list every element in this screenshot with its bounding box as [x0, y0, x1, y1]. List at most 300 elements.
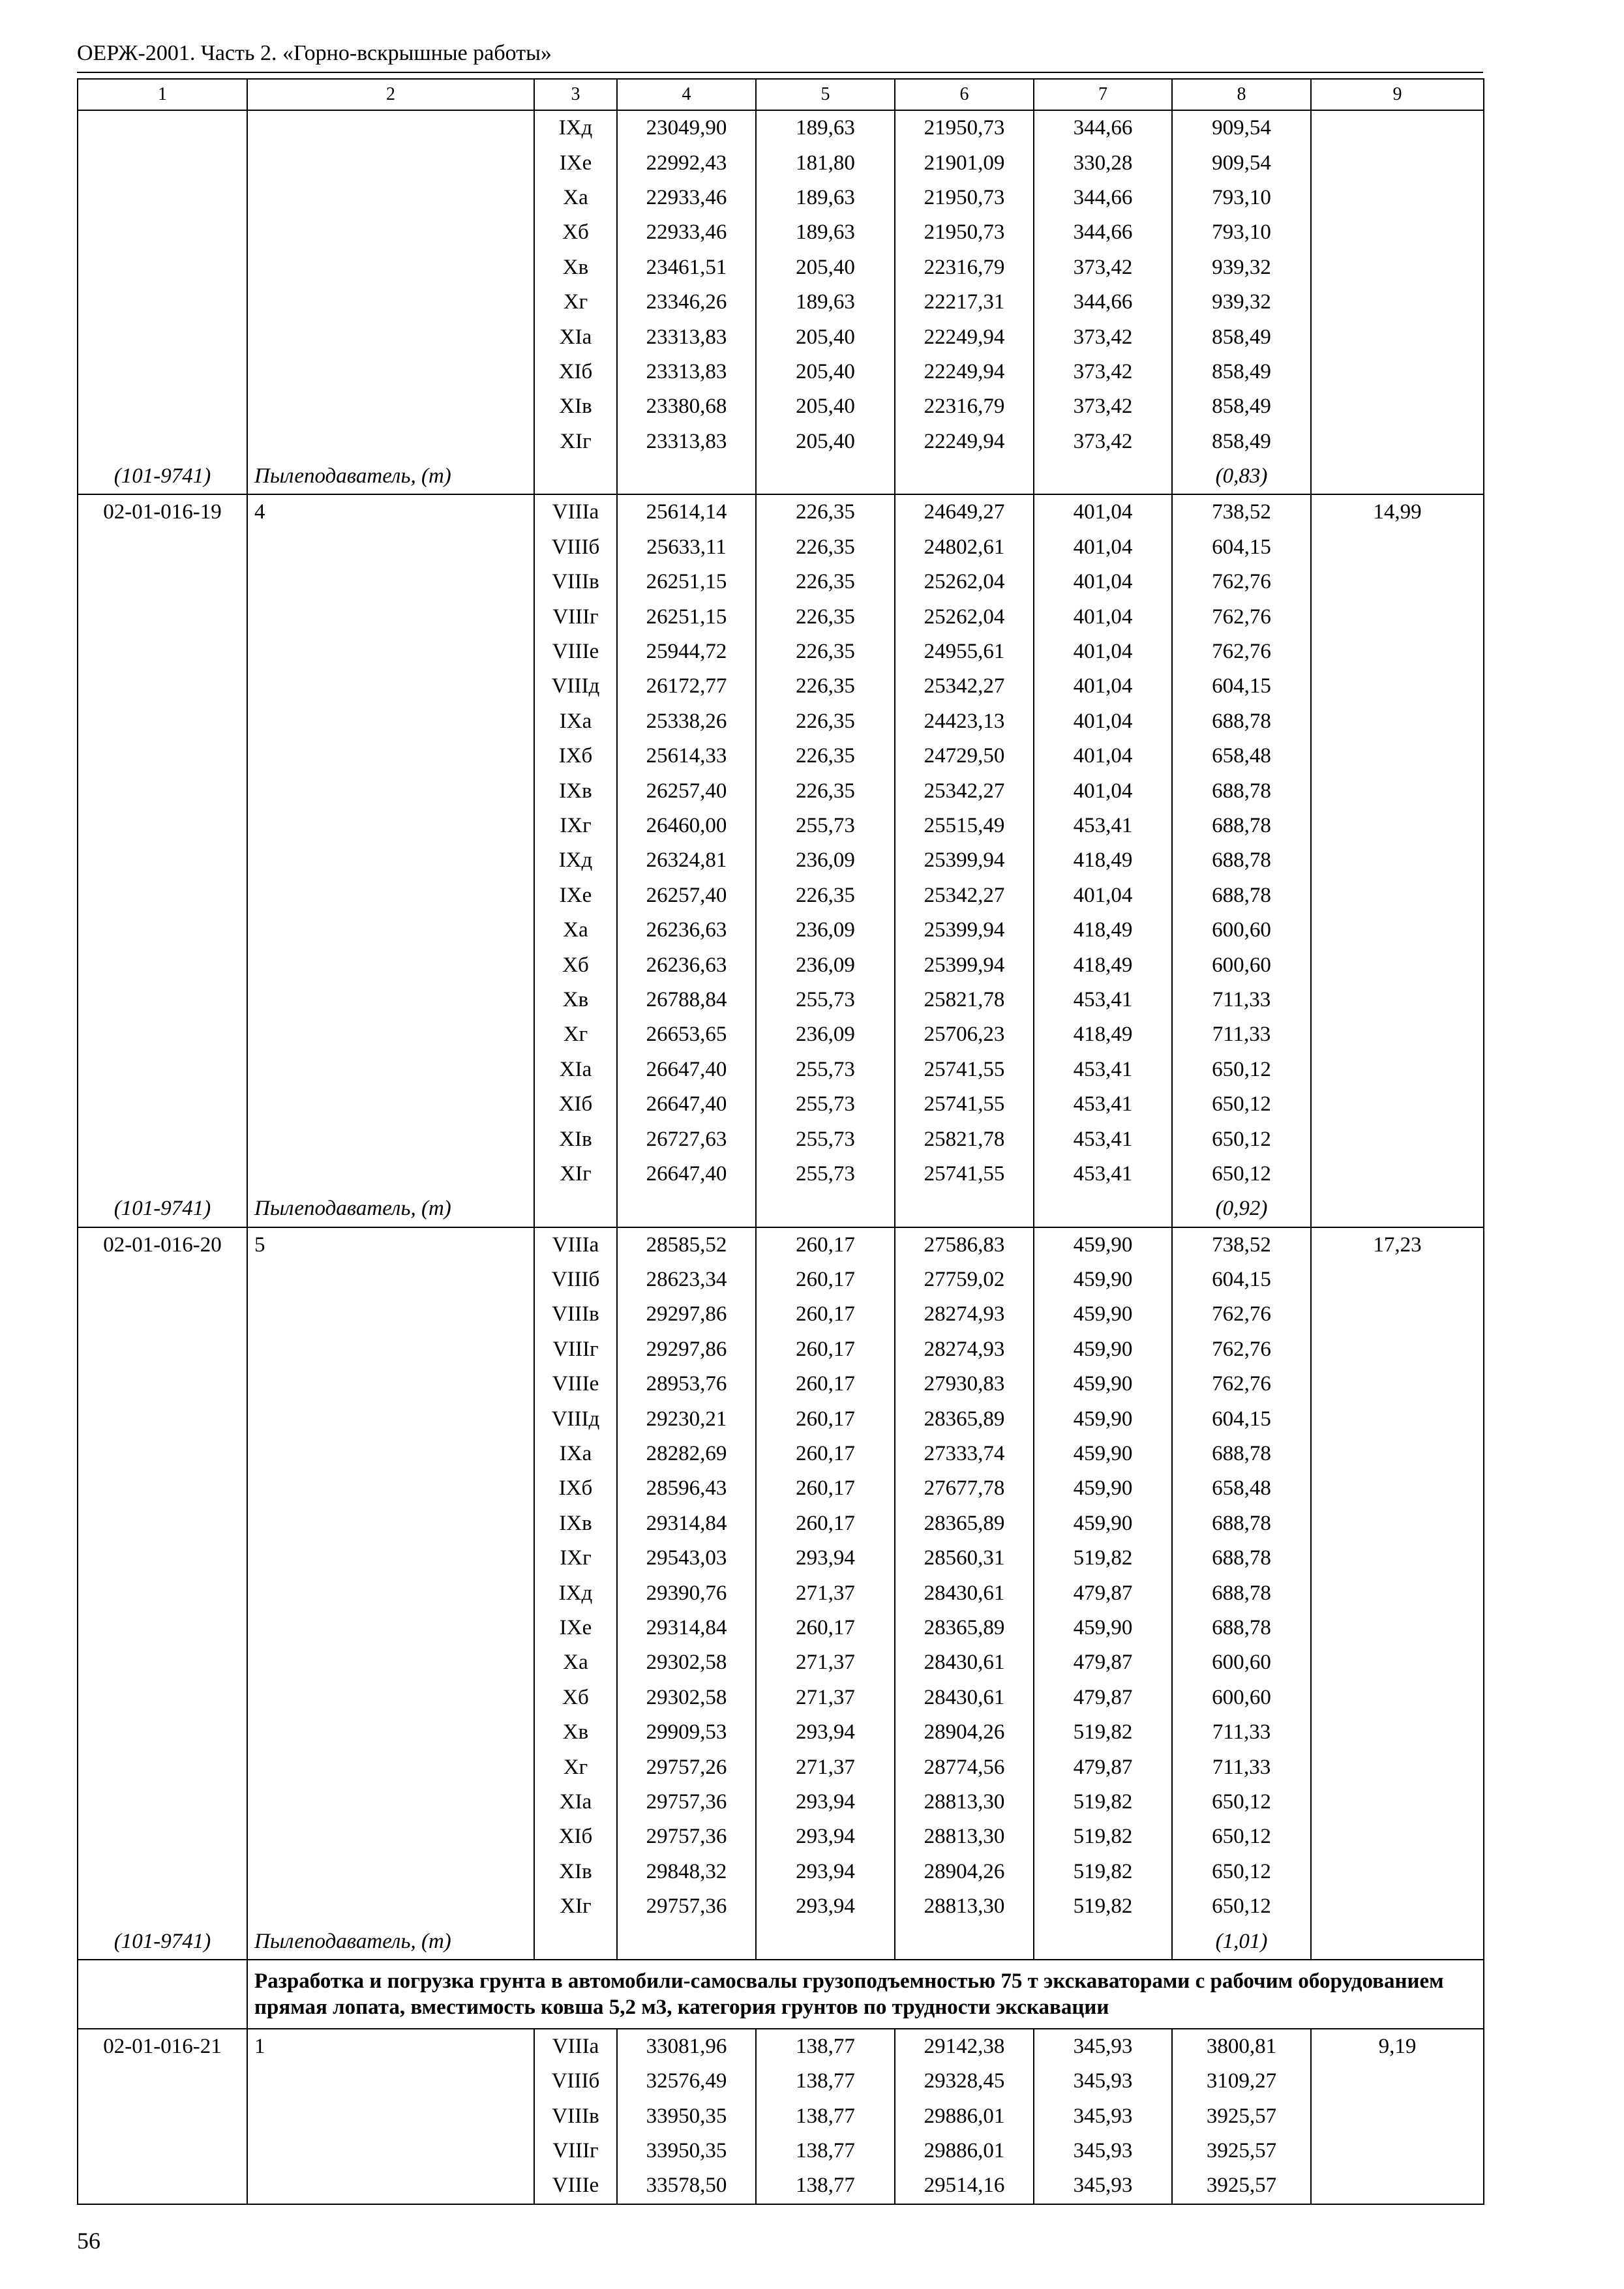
column-5-cell: 205,40 [756, 355, 895, 389]
column-7-cell: 479,87 [1034, 1576, 1172, 1610]
column-7-cell: 401,04 [1034, 704, 1172, 739]
column-6-cell: 28774,56 [895, 1750, 1034, 1784]
soil-category-cell: IXе [534, 1611, 617, 1645]
column-6-cell: 24955,61 [895, 635, 1034, 669]
column-5-cell: 226,35 [756, 565, 895, 599]
column-5-cell: 293,94 [756, 1819, 895, 1854]
column-6-cell: 28430,61 [895, 1576, 1034, 1610]
column-9-cell [1311, 1367, 1484, 1401]
column-2-cell: Пылеподаватель, (т) [247, 459, 534, 494]
soil-category-cell: IXг [534, 1541, 617, 1576]
column-6-cell: 24729,50 [895, 739, 1034, 773]
column-9-cell [1311, 1889, 1484, 1924]
column-8-cell: 688,78 [1172, 704, 1311, 739]
table-row [78, 181, 1484, 215]
column-7-cell: 418,49 [1034, 913, 1172, 948]
table-row [78, 1541, 1484, 1576]
column-4-cell: 26236,63 [617, 913, 756, 948]
column-9-cell [1311, 2064, 1484, 2099]
column-9-cell [1311, 1191, 1484, 1227]
rate-code-cell [78, 1541, 247, 1576]
soil-category-cell: VIIIг [534, 599, 617, 634]
soil-category-cell: IXг [534, 809, 617, 843]
column-7-cell: 401,04 [1034, 878, 1172, 913]
soil-category-cell: XIв [534, 1855, 617, 1889]
column-2-cell [247, 1715, 534, 1750]
column-6-cell: 25342,27 [895, 669, 1034, 704]
soil-category-cell: IXа [534, 704, 617, 739]
column-5-cell: 260,17 [756, 1611, 895, 1645]
table-row [78, 2168, 1484, 2204]
column-2-cell [247, 2134, 534, 2168]
column-6-cell: 28274,93 [895, 1297, 1034, 1332]
column-6-cell: 25342,27 [895, 878, 1034, 913]
table-row [78, 1087, 1484, 1122]
table-row [78, 565, 1484, 599]
rate-code-cell [78, 878, 247, 913]
column-2-cell [247, 1332, 534, 1367]
table-row [78, 1437, 1484, 1471]
column-2-cell [247, 983, 534, 1017]
column-4-cell: 23313,83 [617, 355, 756, 389]
table-row [78, 1889, 1484, 1924]
column-7-cell: 519,82 [1034, 1889, 1172, 1924]
table-row [78, 215, 1484, 250]
column-6-cell: 28430,61 [895, 1681, 1034, 1715]
column-number: 2 [247, 79, 534, 110]
column-4-cell: 33950,35 [617, 2134, 756, 2168]
column-number: 4 [617, 79, 756, 110]
column-7-cell: 345,93 [1034, 2134, 1172, 2168]
column-5-cell: 255,73 [756, 983, 895, 1017]
table-row [78, 635, 1484, 669]
column-8-cell: 858,49 [1172, 355, 1311, 389]
column-2-cell [247, 1645, 534, 1680]
column-4-cell: 33950,35 [617, 2099, 756, 2133]
column-4-cell: 29757,36 [617, 1785, 756, 1819]
soil-category-cell: IXе [534, 145, 617, 180]
column-5-cell: 205,40 [756, 425, 895, 459]
soil-category-cell: Xа [534, 913, 617, 948]
resource-note-row [78, 1191, 1484, 1227]
column-2-cell [247, 1576, 534, 1610]
column-4-cell: 25614,33 [617, 739, 756, 773]
column-7-cell: 344,66 [1034, 285, 1172, 320]
column-9-cell [1311, 2134, 1484, 2168]
column-number: 6 [895, 79, 1034, 110]
column-8-cell: 939,32 [1172, 285, 1311, 320]
column-4-cell: 22933,46 [617, 215, 756, 250]
column-4-cell: 26324,81 [617, 843, 756, 878]
rate-code-cell [78, 2168, 247, 2204]
column-6-cell: 22316,79 [895, 389, 1034, 424]
soil-category-cell [534, 459, 617, 494]
column-7-cell: 519,82 [1034, 1541, 1172, 1576]
column-9-cell [1311, 355, 1484, 389]
soil-category-cell: IXв [534, 1506, 617, 1541]
column-5-cell: 181,80 [756, 145, 895, 180]
table-row [78, 2064, 1484, 2099]
column-6-cell: 25399,94 [895, 913, 1034, 948]
column-2-cell [247, 1681, 534, 1715]
column-7-cell: 373,42 [1034, 389, 1172, 424]
column-5-cell: 271,37 [756, 1576, 895, 1610]
section-header-spacer [78, 1960, 247, 2029]
soil-category-cell: VIIIб [534, 2064, 617, 2099]
column-2-cell: 1 [247, 2029, 534, 2064]
column-6-cell: 25262,04 [895, 565, 1034, 599]
column-2-cell [247, 530, 534, 565]
column-9-cell [1311, 1122, 1484, 1156]
column-6-cell: 28365,89 [895, 1506, 1034, 1541]
column-2-cell [247, 181, 534, 215]
column-6-cell [895, 1191, 1034, 1227]
column-7-cell: 459,90 [1034, 1611, 1172, 1645]
column-number: 5 [756, 79, 895, 110]
column-4-cell: 33578,50 [617, 2168, 756, 2204]
column-2-cell [247, 669, 534, 704]
soil-category-cell: VIIIа [534, 494, 617, 530]
column-5-cell: 226,35 [756, 494, 895, 530]
column-7-cell: 401,04 [1034, 635, 1172, 669]
column-5-cell: 260,17 [756, 1332, 895, 1367]
table-row [78, 1227, 1484, 1263]
soil-category-cell: XIв [534, 1122, 617, 1156]
column-4-cell: 29390,76 [617, 1576, 756, 1610]
column-6-cell: 28430,61 [895, 1645, 1034, 1680]
column-4-cell: 26727,63 [617, 1122, 756, 1156]
column-7-cell: 401,04 [1034, 530, 1172, 565]
column-9-cell [1311, 878, 1484, 913]
column-6-cell: 28274,93 [895, 1332, 1034, 1367]
column-8-cell: 762,76 [1172, 565, 1311, 599]
soil-category-cell: XIа [534, 1053, 617, 1087]
rate-code-cell [78, 250, 247, 285]
column-5-cell: 260,17 [756, 1437, 895, 1471]
column-7-cell: 459,90 [1034, 1506, 1172, 1541]
column-5-cell [756, 459, 895, 494]
column-8-cell: 688,78 [1172, 809, 1311, 843]
column-9-cell [1311, 1819, 1484, 1854]
column-6-cell: 28365,89 [895, 1401, 1034, 1436]
column-7-cell: 330,28 [1034, 145, 1172, 180]
column-6-cell: 28365,89 [895, 1611, 1034, 1645]
column-9-cell [1311, 599, 1484, 634]
rate-code-cell [78, 1889, 247, 1924]
soil-category-cell: XIб [534, 1819, 617, 1854]
table-row [78, 2134, 1484, 2168]
column-6-cell: 28904,26 [895, 1715, 1034, 1750]
column-5-cell: 138,77 [756, 2029, 895, 2064]
column-7-cell: 418,49 [1034, 843, 1172, 878]
column-7-cell: 453,41 [1034, 1122, 1172, 1156]
soil-category-cell: Xб [534, 215, 617, 250]
column-9-cell [1311, 1437, 1484, 1471]
column-4-cell: 25944,72 [617, 635, 756, 669]
column-8-cell: 658,48 [1172, 1471, 1311, 1506]
table-row [78, 1715, 1484, 1750]
column-7-cell: 453,41 [1034, 809, 1172, 843]
column-7-cell: 345,93 [1034, 2064, 1172, 2099]
column-2-cell: Пылеподаватель, (т) [247, 1191, 534, 1227]
table-row [78, 1785, 1484, 1819]
column-8-cell: 858,49 [1172, 425, 1311, 459]
soil-category-cell: Xг [534, 1017, 617, 1052]
column-2-cell [247, 1750, 534, 1784]
column-2-cell [247, 878, 534, 913]
column-6-cell: 25262,04 [895, 599, 1034, 634]
rate-code-cell [78, 1750, 247, 1784]
column-2-cell [247, 2168, 534, 2204]
column-8-cell: 688,78 [1172, 843, 1311, 878]
column-7-cell: 418,49 [1034, 1017, 1172, 1052]
table-row [78, 1681, 1484, 1715]
rate-code-cell [78, 2099, 247, 2133]
soil-category-cell: Xа [534, 1645, 617, 1680]
rate-code-cell: 02-01-016-19 [78, 494, 247, 530]
column-8-cell: 858,49 [1172, 389, 1311, 424]
column-9-cell [1311, 2168, 1484, 2204]
column-7-cell: 345,93 [1034, 2168, 1172, 2204]
column-9-cell [1311, 2099, 1484, 2133]
column-8-cell: 793,10 [1172, 181, 1311, 215]
column-4-cell: 26647,40 [617, 1087, 756, 1122]
rate-code-cell [78, 320, 247, 354]
column-6-cell: 28813,30 [895, 1819, 1034, 1854]
rate-code-cell [78, 1855, 247, 1889]
column-4-cell: 26788,84 [617, 983, 756, 1017]
column-8-cell: 604,15 [1172, 669, 1311, 704]
column-7-cell: 459,90 [1034, 1297, 1172, 1332]
column-5-cell: 236,09 [756, 913, 895, 948]
column-2-cell [247, 1819, 534, 1854]
column-4-cell: 29757,36 [617, 1819, 756, 1854]
column-2-cell [247, 425, 534, 459]
rate-code-cell [78, 1087, 247, 1122]
column-6-cell: 25399,94 [895, 843, 1034, 878]
table-row [78, 389, 1484, 424]
column-4-cell: 22992,43 [617, 145, 756, 180]
column-5-cell: 236,09 [756, 948, 895, 982]
column-number: 7 [1034, 79, 1172, 110]
column-7-cell: 479,87 [1034, 1645, 1172, 1680]
rate-code-cell [78, 1263, 247, 1297]
table-row [78, 843, 1484, 878]
column-5-cell: 271,37 [756, 1750, 895, 1784]
column-6-cell: 29886,01 [895, 2134, 1034, 2168]
soil-category-cell: XIб [534, 355, 617, 389]
column-number: 9 [1311, 79, 1484, 110]
column-5-cell: 293,94 [756, 1715, 895, 1750]
resource-note-row [78, 459, 1484, 494]
table-row [78, 1297, 1484, 1332]
column-6-cell: 27333,74 [895, 1437, 1034, 1471]
column-5-cell: 138,77 [756, 2134, 895, 2168]
rate-code-cell [78, 1576, 247, 1610]
column-4-cell: 29314,84 [617, 1506, 756, 1541]
column-6-cell: 22249,94 [895, 320, 1034, 354]
table-row [78, 948, 1484, 982]
column-8-cell: 3109,27 [1172, 2064, 1311, 2099]
column-8-cell: 650,12 [1172, 1855, 1311, 1889]
column-4-cell: 32576,49 [617, 2064, 756, 2099]
rate-code-cell [78, 2134, 247, 2168]
rate-code-cell: (101-9741) [78, 1191, 247, 1227]
rate-code-cell [78, 1297, 247, 1332]
column-2-cell [247, 1401, 534, 1436]
table-row [78, 1332, 1484, 1367]
rate-code-cell [78, 948, 247, 982]
column-6-cell: 25741,55 [895, 1087, 1034, 1122]
column-4-cell [617, 459, 756, 494]
column-7-cell: 373,42 [1034, 320, 1172, 354]
column-5-cell: 260,17 [756, 1401, 895, 1436]
column-5-cell: 293,94 [756, 1889, 895, 1924]
column-9-cell [1311, 1506, 1484, 1541]
table-row [78, 1053, 1484, 1087]
column-4-cell: 23313,83 [617, 425, 756, 459]
column-8-cell: 762,76 [1172, 635, 1311, 669]
table-row [78, 1263, 1484, 1297]
table-row [78, 494, 1484, 530]
table-row [78, 1401, 1484, 1436]
table-row [78, 1157, 1484, 1191]
column-2-cell [247, 1611, 534, 1645]
column-7-cell: 459,90 [1034, 1332, 1172, 1367]
table-row [78, 1017, 1484, 1052]
soil-category-cell: XIб [534, 1087, 617, 1122]
column-9-cell [1311, 1053, 1484, 1087]
column-6-cell: 24649,27 [895, 494, 1034, 530]
column-4-cell: 29909,53 [617, 1715, 756, 1750]
column-7-cell [1034, 1924, 1172, 1959]
rate-code-cell [78, 1157, 247, 1191]
column-9-cell [1311, 948, 1484, 982]
column-6-cell [895, 1924, 1034, 1959]
column-9-cell [1311, 1017, 1484, 1052]
column-4-cell: 26172,77 [617, 669, 756, 704]
column-7-cell: 459,90 [1034, 1471, 1172, 1506]
column-6-cell: 27677,78 [895, 1471, 1034, 1506]
column-number: 3 [534, 79, 617, 110]
soil-category-cell: VIIIе [534, 2168, 617, 2204]
rate-code-cell [78, 1053, 247, 1087]
column-8-cell: 600,60 [1172, 1645, 1311, 1680]
column-9-cell [1311, 635, 1484, 669]
soil-category-cell: VIIIб [534, 530, 617, 565]
rate-code-cell [78, 773, 247, 808]
column-9-cell [1311, 1611, 1484, 1645]
column-5-cell: 226,35 [756, 773, 895, 808]
table-row [78, 1506, 1484, 1541]
column-9-cell [1311, 145, 1484, 180]
column-9-cell [1311, 1263, 1484, 1297]
rate-code-cell [78, 599, 247, 634]
column-2-cell [247, 913, 534, 948]
column-5-cell: 189,63 [756, 110, 895, 145]
column-9-cell [1311, 1471, 1484, 1506]
column-6-cell: 28813,30 [895, 1785, 1034, 1819]
column-9-cell [1311, 983, 1484, 1017]
column-8-cell: 858,49 [1172, 320, 1311, 354]
rate-code-cell [78, 215, 247, 250]
rate-code-cell [78, 1645, 247, 1680]
column-2-cell [247, 1297, 534, 1332]
column-7-cell [1034, 1191, 1172, 1227]
rate-code-cell [78, 809, 247, 843]
column-7-cell: 459,90 [1034, 1401, 1172, 1436]
column-2-cell [247, 635, 534, 669]
table-row [78, 669, 1484, 704]
column-8-cell: 738,52 [1172, 1227, 1311, 1263]
column-9-cell [1311, 669, 1484, 704]
rate-code-cell: 02-01-016-21 [78, 2029, 247, 2064]
column-5-cell: 205,40 [756, 250, 895, 285]
column-5-cell: 260,17 [756, 1506, 895, 1541]
rate-code-cell [78, 389, 247, 424]
column-8-cell: 650,12 [1172, 1819, 1311, 1854]
rate-code-cell: (101-9741) [78, 459, 247, 494]
table-row [78, 250, 1484, 285]
column-4-cell: 25338,26 [617, 704, 756, 739]
column-4-cell: 28282,69 [617, 1437, 756, 1471]
column-8-cell: 604,15 [1172, 530, 1311, 565]
column-5-cell: 236,09 [756, 843, 895, 878]
column-5-cell: 255,73 [756, 1122, 895, 1156]
column-4-cell [617, 1924, 756, 1959]
soil-category-cell: IXб [534, 1471, 617, 1506]
column-4-cell: 26251,15 [617, 565, 756, 599]
column-5-cell: 271,37 [756, 1645, 895, 1680]
column-6-cell: 28813,30 [895, 1889, 1034, 1924]
column-9-cell [1311, 843, 1484, 878]
column-9-cell [1311, 704, 1484, 739]
column-9-cell [1311, 739, 1484, 773]
column-5-cell: 260,17 [756, 1471, 895, 1506]
rate-code-cell [78, 669, 247, 704]
column-9-cell [1311, 1645, 1484, 1680]
column-2-cell: Пылеподаватель, (т) [247, 1924, 534, 1959]
column-6-cell: 28904,26 [895, 1855, 1034, 1889]
column-9-cell [1311, 1157, 1484, 1191]
column-4-cell: 28585,52 [617, 1227, 756, 1263]
column-8-cell: 3925,57 [1172, 2099, 1311, 2133]
soil-category-cell: XIг [534, 425, 617, 459]
soil-category-cell: VIIIг [534, 2134, 617, 2168]
column-5-cell: 189,63 [756, 215, 895, 250]
column-2-cell [247, 2064, 534, 2099]
rate-code-cell [78, 2064, 247, 2099]
column-8-cell: 658,48 [1172, 739, 1311, 773]
column-8-cell: 762,76 [1172, 599, 1311, 634]
soil-category-cell: Xг [534, 1750, 617, 1784]
column-2-cell [247, 948, 534, 982]
column-7-cell: 373,42 [1034, 355, 1172, 389]
column-8-cell: 650,12 [1172, 1053, 1311, 1087]
column-9-cell [1311, 1681, 1484, 1715]
column-5-cell: 255,73 [756, 1053, 895, 1087]
column-5-cell: 226,35 [756, 530, 895, 565]
column-4-cell: 22933,46 [617, 181, 756, 215]
soil-category-cell: VIIIд [534, 1401, 617, 1436]
column-2-cell [247, 1053, 534, 1087]
column-5-cell: 138,77 [756, 2099, 895, 2133]
column-9-cell [1311, 1541, 1484, 1576]
table-row [78, 1819, 1484, 1854]
rate-code-cell [78, 285, 247, 320]
soil-category-cell: VIIIа [534, 2029, 617, 2064]
column-9-cell [1311, 1297, 1484, 1332]
